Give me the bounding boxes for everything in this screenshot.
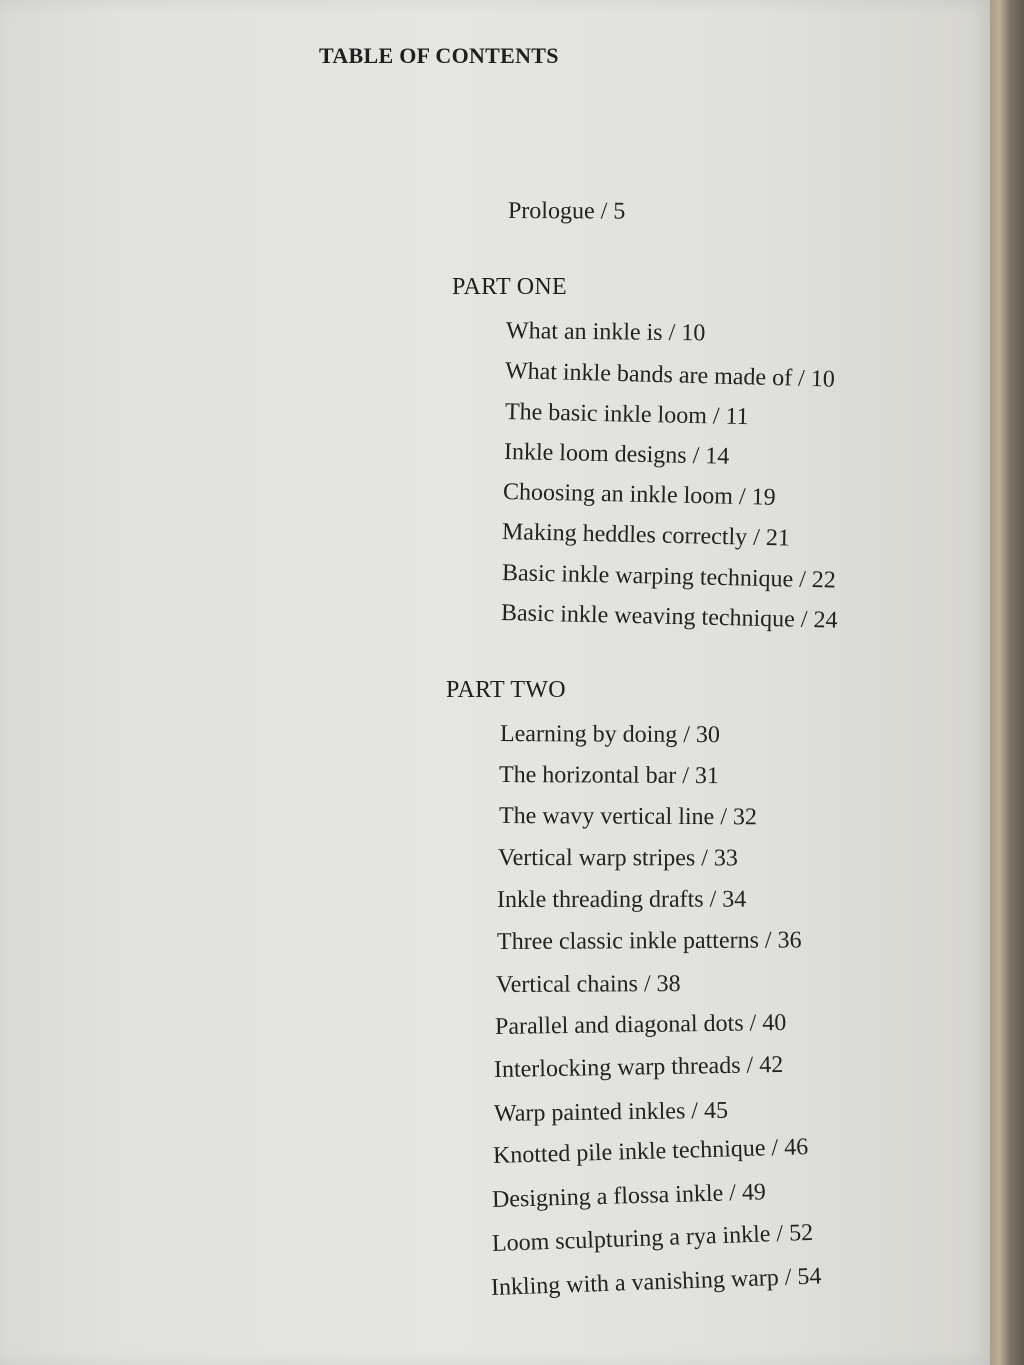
toc-entry-page-number: / 22 [798, 566, 837, 594]
toc-entry-title: Inkle threading drafts [496, 886, 704, 913]
toc-entry [494, 1096, 728, 1129]
toc-entry-page-number: / 19 [738, 483, 776, 511]
toc-entry-title: The wavy vertical line [498, 803, 715, 831]
toc-entry [501, 598, 838, 636]
toc-entry-page-number: / 30 [683, 721, 721, 749]
toc-entry-page-number: / 21 [752, 524, 791, 552]
toc-entry-title: Basic inkle weaving technique [500, 600, 796, 633]
toc-entry [496, 969, 681, 1000]
toc-entry-page-number: / 33 [701, 845, 738, 872]
part-one-heading: PART ONE [452, 274, 567, 300]
toc-entry [505, 356, 836, 395]
toc-entry-title: Inkle loom designs [503, 439, 687, 469]
toc-entry-page-number: / 24 [800, 606, 838, 634]
toc-entry [497, 925, 802, 957]
toc-entry-page-number: / 52 [775, 1219, 814, 1248]
toc-entry-page-number: / 10 [668, 319, 706, 347]
toc-entry-page-number: / 54 [784, 1263, 822, 1291]
toc-entry-title: The horizontal bar [498, 762, 677, 789]
toc-entry-title: Parallel and diagonal dots [494, 1010, 744, 1040]
toc-entry-title: Making heddles correctly [501, 519, 748, 551]
toc-entry-page-number: / 46 [771, 1134, 809, 1162]
toc-entry-page-number: / 45 [691, 1097, 729, 1125]
toc-entry-title: Loom sculpturing a rya inkle [491, 1221, 771, 1257]
toc-entry-prologue [508, 196, 625, 227]
toc-entry-page-number: / 49 [728, 1179, 767, 1207]
toc-entry [491, 1218, 813, 1259]
toc-entry-title: Vertical chains [495, 971, 639, 998]
toc-entry [502, 517, 791, 554]
toc-entry [499, 801, 757, 832]
toc-entry-title: Vertical warp stripes [497, 845, 696, 872]
part-two-heading: PART TWO [446, 677, 566, 703]
toc-entry [505, 397, 749, 432]
toc-entry [502, 558, 837, 596]
toc-entry [499, 760, 719, 791]
toc-entry-page-number: / 40 [749, 1009, 787, 1037]
toc-entry-title: What inkle bands are made of [504, 358, 793, 392]
toc-entry-page-number: / 5 [600, 198, 626, 225]
toc-entry [504, 437, 730, 472]
toc-entry-page-number: / 36 [764, 927, 802, 954]
toc-entry-page-number: / 10 [797, 365, 836, 393]
toc-entry-title: Warp painted inkles [493, 1098, 686, 1127]
toc-entry [492, 1177, 767, 1215]
toc-entry [497, 885, 746, 915]
table-of-contents-heading: TABLE OF CONTENTS [319, 43, 559, 68]
toc-entry-page-number: / 11 [712, 403, 749, 431]
toc-entry-title: Knotted pile inkle technique [492, 1135, 766, 1169]
book-page-edge [990, 0, 1024, 1365]
toc-entry-title: The basic inkle loom [504, 399, 708, 430]
toc-entry [498, 843, 738, 873]
toc-entry-page-number: / 31 [682, 762, 720, 790]
toc-entry [503, 477, 776, 513]
toc-entry-page-number: / 42 [746, 1051, 784, 1079]
toc-entry-title: Three classic inkle patterns [496, 927, 759, 955]
toc-entry-page-number: / 32 [720, 804, 757, 831]
toc-entry [500, 719, 720, 750]
toc-entry [490, 1261, 821, 1303]
toc-entry-title: Choosing an inkle loom [502, 479, 734, 510]
toc-entry-title: Interlocking warp threads [493, 1052, 741, 1083]
toc-entry [494, 1050, 784, 1085]
toc-entry-page-number: / 38 [643, 971, 681, 998]
toc-entry [506, 316, 706, 348]
toc-entry-title: Basic inkle warping technique [501, 560, 794, 593]
toc-entry-title: Learning by doing [499, 721, 678, 748]
toc-entry [493, 1132, 809, 1171]
toc-entry-page-number: / 34 [709, 886, 747, 913]
toc-entry-page-number: / 14 [692, 442, 730, 470]
toc-entry [495, 1008, 787, 1042]
toc-entry-title: Inkling with a vanishing warp [490, 1264, 780, 1301]
toc-entry-title: Prologue [507, 198, 595, 225]
toc-entry-title: Designing a flossa inkle [491, 1180, 724, 1213]
toc-entry-title: What an inkle is [505, 318, 663, 346]
